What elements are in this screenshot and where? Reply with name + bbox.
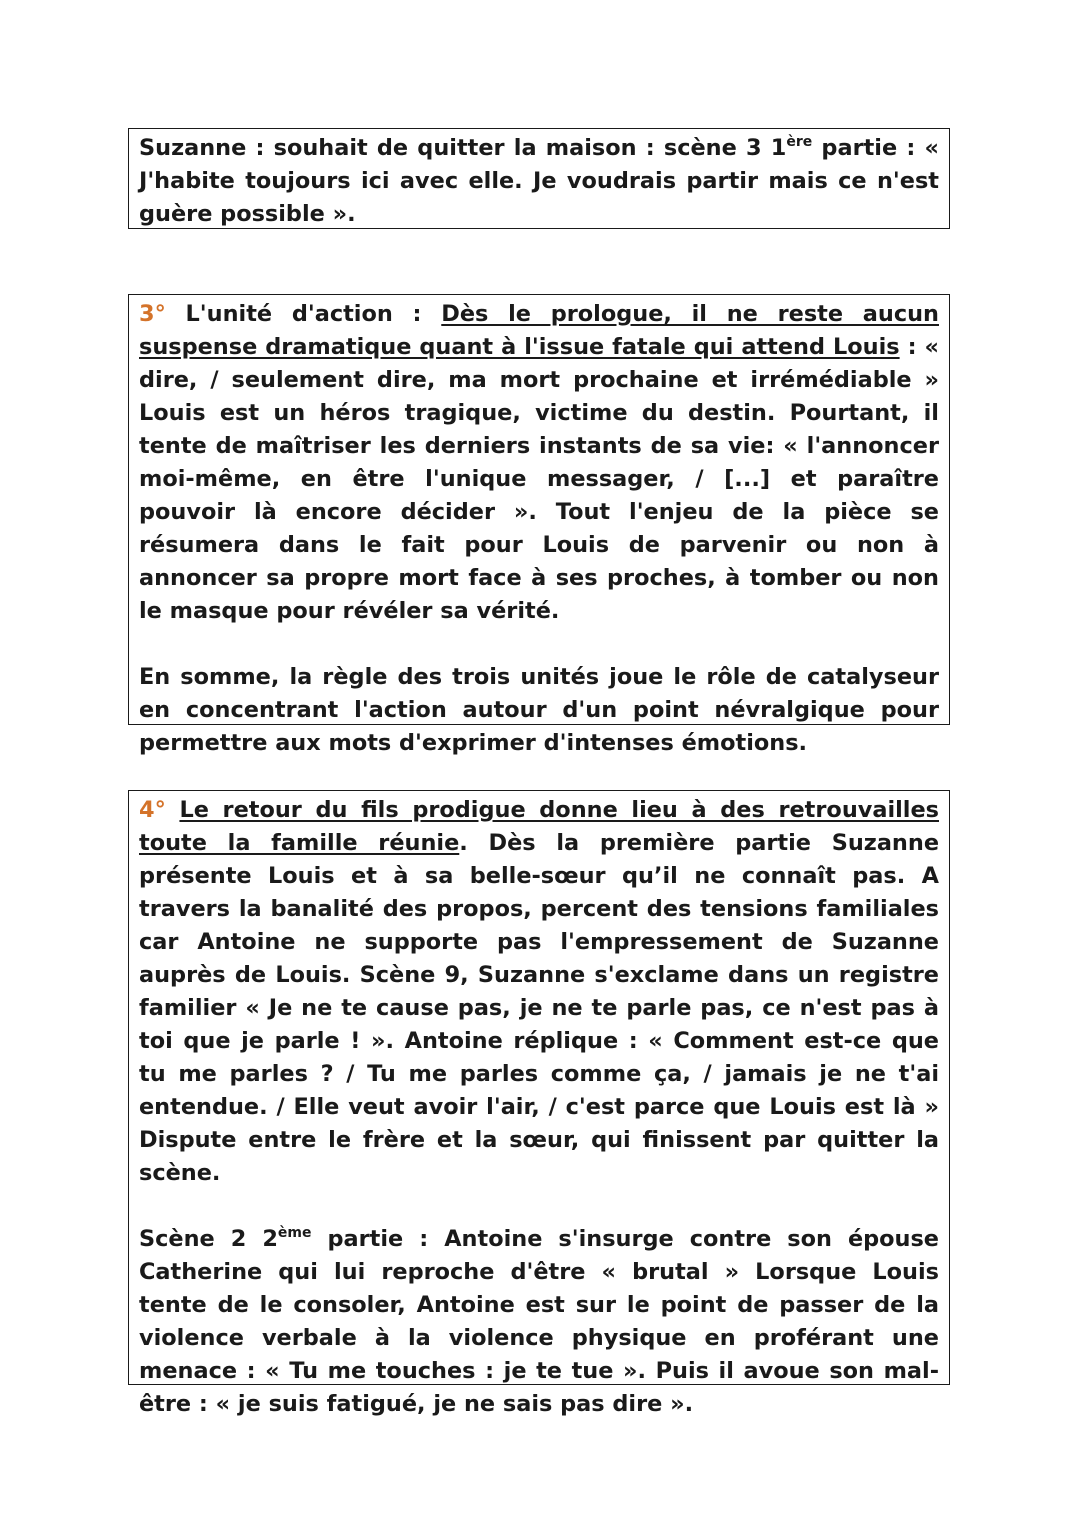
section-heading: L'unité d'action : [165, 301, 442, 327]
section-number: 3° [139, 301, 166, 327]
text-segment: Scène 2 2 [139, 1226, 278, 1252]
superscript: ère [786, 134, 813, 150]
note-box-suzanne [128, 128, 950, 229]
note-box-fils-prodigue [128, 790, 950, 1417]
text-segment: Suzanne : souhait de quitter la maison : scène 3 1 [139, 135, 787, 161]
note-box-unite-action [128, 294, 950, 756]
text-segment: . Dès la première partie Suzanne présente Louis et à sa belle-sœur qu’il ne connaît pas. A travers la banalité des propos, percent des tensions familiales car Antoine ne supporte pas l'empressement de Suzanne auprès de Louis. Scène 9, Suzanne s'exclame dans un registre familier « Je ne te cause pas, je ne te parle pas, ce n'est pas à toi que je parle ! ». Antoine réplique : « Comment est-ce que tu me parles ? / Tu me parles comme ça, / jamais je ne t'ai entendue. / Elle veut avoir l'air, / c'est parce que Louis est là » Dispute entre le frère et la sœur, qui finissent par quitter la scène. [139, 830, 940, 1186]
text-segment: : « dire, / seulement dire, ma mort prochaine et irrémédiable » Louis est un héros tragique, victime du destin. Pourtant, il tente de maîtriser les derniers instants de sa vie: « l'annoncer moi-même, en être l'unique messager, / [...] et paraître pouvoir là encore décider ». Tout l'enjeu de la pièce se résumera dans le fait pour Louis de parvenir ou non à annoncer sa propre mort face à ses proches, à tomber ou non le masque pour révéler sa vérité. [139, 334, 939, 624]
underlined-thesis: Dès le prologue, il ne reste aucun suspense dramatique quant à l'issue fatale qui attend Louis [139, 301, 939, 360]
section-number: 4° [139, 797, 166, 823]
paragraph-conclusion: En somme, la règle des trois unités joue le rôle de catalyseur en concentrant l'action autour d'un point névralgique pour permettre aux mots d'exprimer d'intenses émotions. [139, 664, 939, 756]
superscript: ème [277, 1225, 312, 1241]
paragraph-unite-action [139, 298, 939, 628]
paragraph-scene-2 [139, 1223, 939, 1421]
text-segment: partie : « J'habite toujours ici avec elle. Je voudrais partir mais ce n'est guère possible ». [139, 135, 939, 227]
paragraph-suzanne [139, 132, 939, 231]
paragraph-retrouvailles [139, 794, 939, 1190]
text-segment: partie : Antoine s'insurge contre son épouse Catherine qui lui reproche d'être « brutal » Lorsque Louis tente de le consoler, Antoine est sur le point de passer de la violence verbale à la violence physique en proférant une menace : « Tu me touches : je te tue ». Puis il avoue son mal-être : « je suis fatigué, je ne sais pas dire ». [139, 1226, 939, 1417]
underlined-thesis: Le retour du fils prodigue donne lieu à des retrouvailles toute la famille réunie [139, 797, 939, 856]
